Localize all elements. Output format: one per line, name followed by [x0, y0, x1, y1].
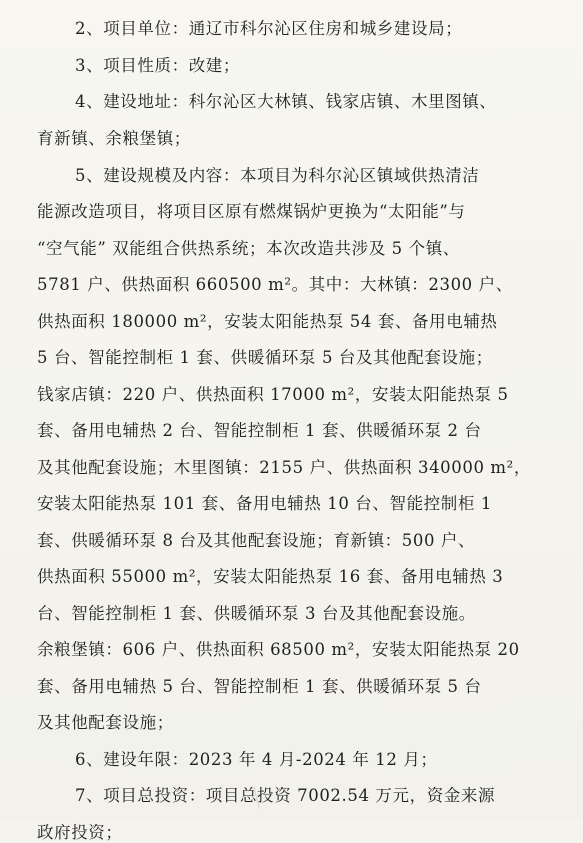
text-line-19: 套、备用电辅热 5 台、智能控制柜 1 套、供暖循环泵 5 台	[37, 677, 482, 696]
text-line-23: 政府投资；	[37, 823, 123, 842]
text-line-5: 5、建设规模及内容：本项目为科尔沁区镇域供热清洁	[75, 166, 480, 185]
text-line-22: 7、项目总投资：项目总投资 7002.54 万元，资金来源	[75, 786, 496, 805]
text-line-1: 2、项目单位：通辽市科尔沁区住房和城乡建设局；	[75, 19, 463, 38]
text-line-12: 套、备用电辅热 2 台、智能控制柜 1 套、供暖循环泵 2 台	[37, 421, 482, 440]
text-line-7: “空气能” 双能组合供热系统；本次改造共涉及 5 个镇、	[37, 239, 460, 258]
text-line-6: 能源改造项目，将项目区原有燃煤锅炉更换为“太阳能”与	[37, 202, 466, 221]
text-line-2: 3、项目性质：改建；	[75, 56, 240, 75]
text-line-9: 供热面积 180000 m²，安装太阳能热泵 54 套、备用电辅热	[37, 312, 498, 331]
text-line-3: 4、建设地址：科尔沁区大林镇、钱家店镇、木里图镇、	[75, 92, 497, 111]
text-line-15: 套、供暖循环泵 8 台及其他配套设施；育新镇：500 户、	[37, 531, 476, 550]
text-line-13: 及其他配套设施；木里图镇：2155 户、供热面积 340000 m²，	[37, 458, 531, 477]
text-line-8: 5781 户、供热面积 660500 m²。其中：大林镇：2300 户、	[37, 275, 513, 294]
text-line-14: 安装太阳能热泵 101 套、备用电辅热 10 台、智能控制柜 1	[37, 494, 492, 513]
text-line-11: 钱家店镇：220 户、供热面积 17000 m²，安装太阳能热泵 5	[37, 385, 509, 404]
text-line-18: 余粮堡镇：606 户、供热面积 68500 m²，安装太阳能热泵 20	[37, 640, 520, 659]
text-line-20: 及其他配套设施；	[37, 713, 174, 732]
text-line-17: 台、智能控制柜 1 套、供暖循环泵 3 台及其他配套设施。	[37, 604, 476, 623]
text-line-21: 6、建设年限：2023 年 4 月-2024 年 12 月；	[75, 750, 438, 769]
text-line-10: 5 台、智能控制柜 1 套、供暖循环泵 5 台及其他配套设施；	[37, 348, 493, 367]
text-line-16: 供热面积 55000 m²，安装太阳能热泵 16 套、备用电辅热 3	[37, 567, 504, 586]
text-line-4: 育新镇、余粮堡镇；	[37, 129, 191, 148]
